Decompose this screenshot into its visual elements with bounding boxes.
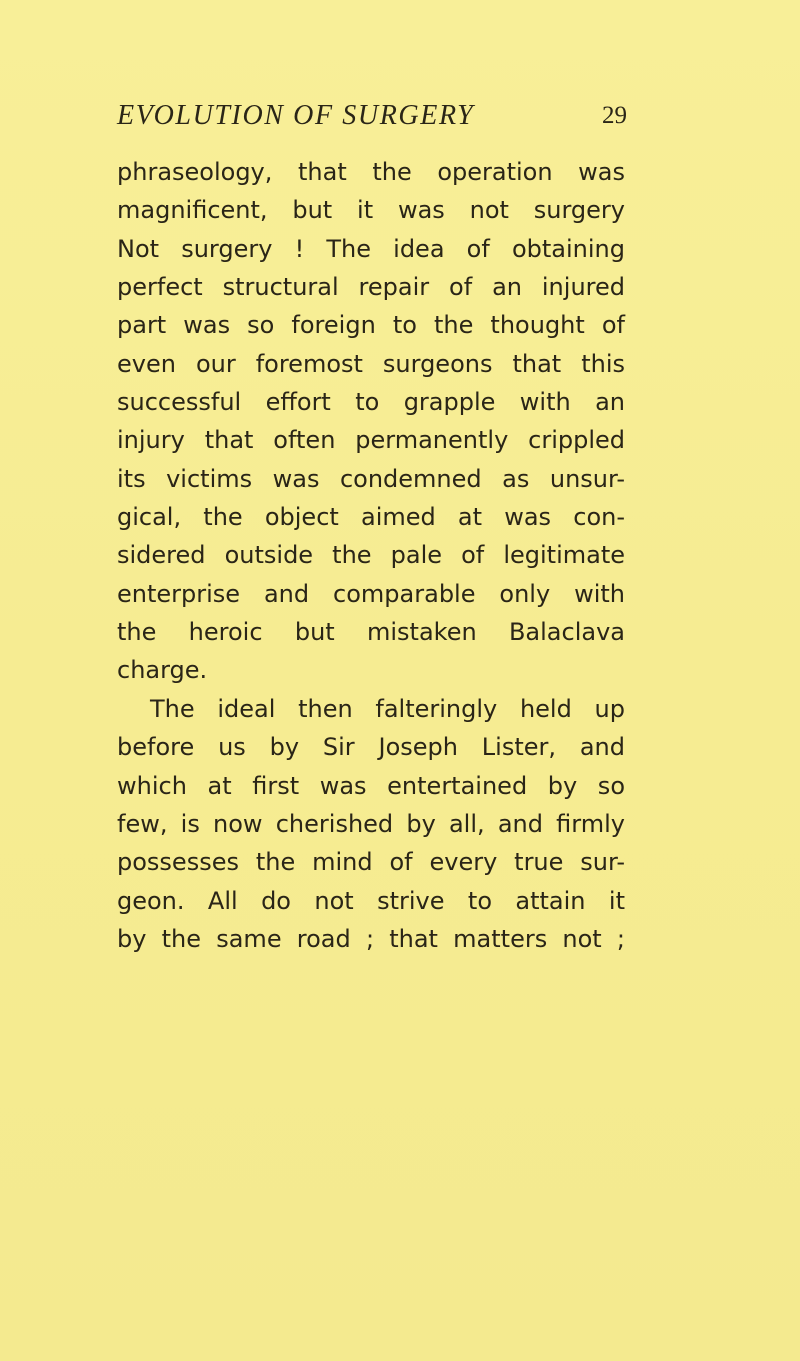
text-line: perfect structural repair of an injured bbox=[117, 273, 625, 302]
text-line: magnificent, but it was not surgery bbox=[117, 196, 625, 225]
text-line: sidered outside the pale of legitimate bbox=[117, 541, 625, 570]
text-line: geon. All do not strive to attain it bbox=[117, 886, 625, 915]
text-line: charge. bbox=[117, 656, 208, 685]
text-line: The ideal then falteringly held up bbox=[150, 694, 625, 723]
text-line: even our foremost surgeons that this bbox=[117, 349, 625, 378]
text-line: Not surgery ! The idea of obtaining bbox=[117, 234, 625, 263]
body-text bbox=[117, 153, 625, 958]
running-head bbox=[117, 100, 627, 136]
text-line: phraseology, that the operation was bbox=[117, 158, 625, 186]
text-line: possesses the mind of every true sur- bbox=[117, 848, 625, 877]
text-line: gical, the object aimed at was con- bbox=[117, 503, 625, 532]
text-line: few, is now cherished by all, and firmly bbox=[117, 809, 625, 838]
running-title: EVOLUTION OF SURGERY bbox=[117, 100, 475, 131]
text-line: which at first was entertained by so bbox=[117, 771, 625, 800]
page-number: 29 bbox=[602, 102, 627, 129]
text-line: part was so foreign to the thought of bbox=[117, 311, 625, 340]
text-line: the heroic but mistaken Balaclava bbox=[117, 618, 625, 647]
text-line: enterprise and comparable only with bbox=[117, 579, 625, 608]
text-line: by the same road ; that matters not ; bbox=[117, 924, 625, 953]
text-line: before us by Sir Joseph Lister, and bbox=[117, 733, 625, 762]
text-line: its victims was condemned as unsur- bbox=[117, 464, 625, 493]
text-line: successful effort to grapple with an bbox=[117, 388, 625, 417]
text-line: injury that often permanently crippled bbox=[117, 426, 625, 455]
